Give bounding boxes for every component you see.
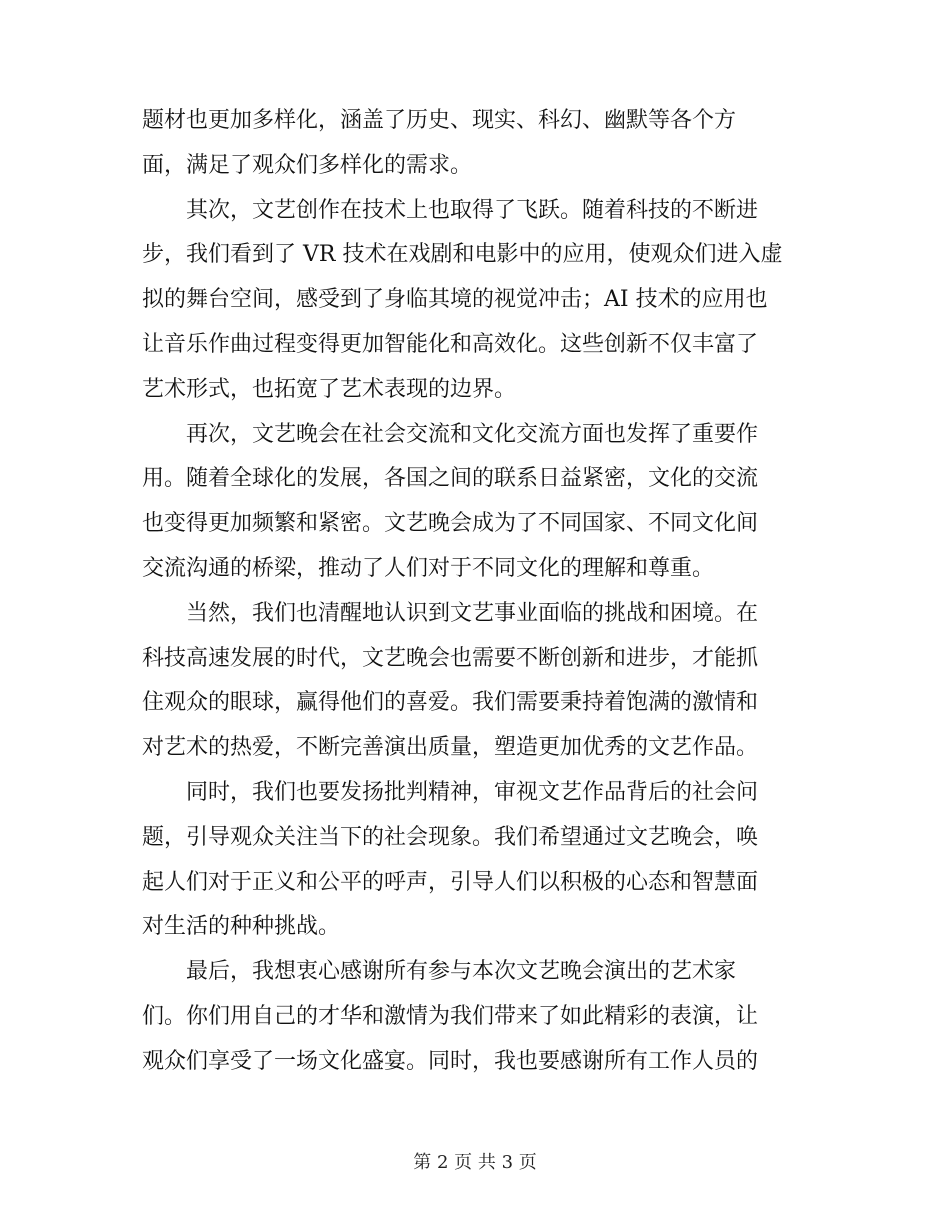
text-line: 交流沟通的桥梁，推动了人们对于不同文化的理解和尊重。 xyxy=(142,555,715,581)
text-line: 其次，文艺创作在技术上也取得了飞跃。随着科技的不断进 xyxy=(142,197,759,223)
text-line: 用。随着全球化的发展，各国之间的联系日益紧密，文化的交流 xyxy=(142,466,759,492)
text-line: 题，引导观众关注当下的社会现象。我们希望通过文艺晚会，唤 xyxy=(142,824,759,850)
text-line: 科技高速发展的时代，文艺晚会也需要不断创新和进步，才能抓 xyxy=(142,645,759,671)
text-line: 让音乐作曲过程变得更加智能化和高效化。这些创新不仅丰富了 xyxy=(142,331,759,357)
text-line: 对生活的种种挑战。 xyxy=(142,914,341,940)
text-line: 对艺术的热爱，不断完善演出质量，塑造更加优秀的文艺作品。 xyxy=(142,735,759,761)
text-line: 起人们对于正义和公平的呼声，引导人们以积极的心态和智慧面 xyxy=(142,869,759,895)
text-line: 最后，我想衷心感谢所有参与本次文艺晚会演出的艺术家 xyxy=(142,959,737,985)
page-number-footer: 第 2 页 共 3 页 xyxy=(413,1152,537,1173)
text-line: 拟的舞台空间，感受到了身临其境的视觉冲击；AI 技术的应用也 xyxy=(142,287,768,313)
text-line: 同时，我们也要发扬批判精神，审视文艺作品背后的社会问 xyxy=(142,779,759,805)
text-line: 艺术形式，也拓宽了艺术表现的边界。 xyxy=(142,376,517,402)
text-line: 步，我们看到了 VR 技术在戏剧和电影中的应用，使观众们进入虚 xyxy=(142,242,783,268)
text-line: 也变得更加频繁和紧密。文艺晚会成为了不同国家、不同文化间 xyxy=(142,511,759,537)
text-line: 题材也更加多样化，涵盖了历史、现实、科幻、幽默等各个方 xyxy=(142,108,737,133)
text-line: 面，满足了观众们多样化的需求。 xyxy=(142,152,473,178)
text-line: 观众们享受了一场文化盛宴。同时，我也要感谢所有工作人员的 xyxy=(142,1048,759,1074)
text-line: 们。你们用自己的才华和激情为我们带来了如此精彩的表演，让 xyxy=(142,1003,759,1029)
body-text xyxy=(142,99,802,1085)
text-line: 当然，我们也清醒地认识到文艺事业面临的挑战和困境。在 xyxy=(142,600,759,626)
text-line: 住观众的眼球，赢得他们的喜爱。我们需要秉持着饱满的激情和 xyxy=(142,690,759,716)
text-line: 再次，文艺晚会在社会交流和文化交流方面也发挥了重要作 xyxy=(142,421,759,447)
